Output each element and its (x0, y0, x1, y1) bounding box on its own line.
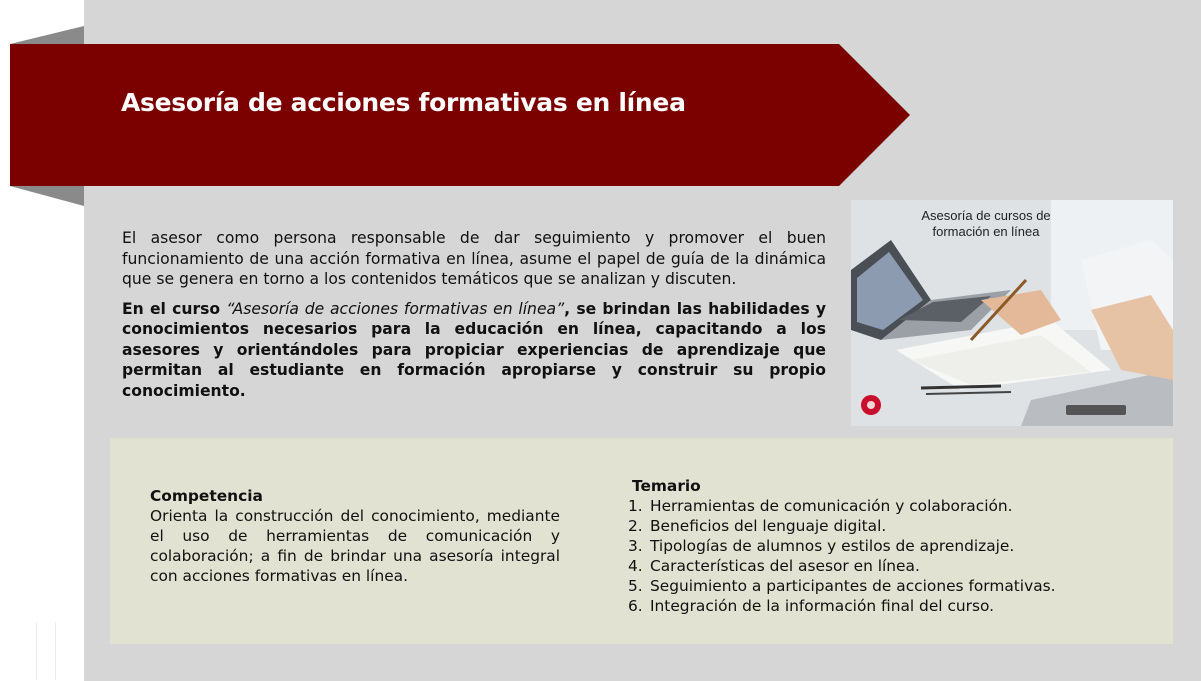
competencia-section (150, 486, 560, 586)
competencia-text: Orienta la construcción del conocimiento, mediante el uso de herramientas de comunicación y colaboración; a fin de brindar una asesoría integral con acciones formativas en línea. (150, 507, 560, 585)
list-item (628, 536, 1148, 556)
list-item-label: Seguimiento a participantes de acciones formativas. (650, 577, 1056, 595)
list-item-number: 6. (628, 597, 643, 615)
intro-paragraph-2 (122, 299, 826, 402)
list-item-number: 4. (628, 557, 643, 575)
intro-paragraph-2-suffix: , se brindan las habilidades y conocimientos necesarios para la educación en línea, capacitando a los asesores y orientándoles para propiciar experiencias de aprendizaje que permitan al estudiante en formación apropiarse y construir su propio conocimiento. (122, 299, 826, 400)
course-photo (851, 200, 1173, 426)
page-title: Asesoría de acciones formativas en línea (121, 88, 686, 117)
list-item-number: 3. (628, 537, 643, 555)
list-item (628, 576, 1148, 596)
intro-paragraph-2-prefix: En el curso (122, 299, 227, 318)
course-name: “Asesoría de acciones formativas en línea” (226, 299, 565, 318)
list-item-label: Herramientas de comunicación y colaboración. (650, 497, 1013, 515)
list-item (628, 556, 1148, 576)
list-item (628, 496, 1148, 516)
intro-paragraph-1: El asesor como persona responsable de dar seguimiento y promover el buen funcionamiento de una acción formativa en línea, asume el papel de guía de la dinámica que se genera en torno a los contenidos temáticos que se analizan y discuten. (122, 229, 826, 288)
temario-section (628, 476, 1148, 616)
photo-caption: Asesoría de cursos de formación en línea (921, 208, 1051, 239)
details-panel (110, 438, 1173, 644)
list-item (628, 516, 1148, 536)
list-item-number: 5. (628, 577, 643, 595)
list-item (628, 596, 1148, 616)
list-item-label: Tipologías de alumnos y estilos de aprendizaje. (650, 537, 1015, 555)
list-item-number: 1. (628, 497, 643, 515)
competencia-heading: Competencia (150, 487, 263, 505)
banner-fold-top (10, 26, 84, 44)
list-item-label: Integración de la información final del curso. (650, 597, 995, 615)
list-item-label: Beneficios del lenguaje digital. (650, 517, 887, 535)
list-item-number: 2. (628, 517, 643, 535)
list-item-label: Características del asesor en línea. (650, 557, 920, 575)
intro-text (122, 228, 826, 410)
banner-fold-bottom (10, 186, 84, 206)
temario-heading: Temario (632, 477, 701, 495)
temario-list (628, 496, 1148, 616)
decorative-mark (36, 622, 56, 680)
